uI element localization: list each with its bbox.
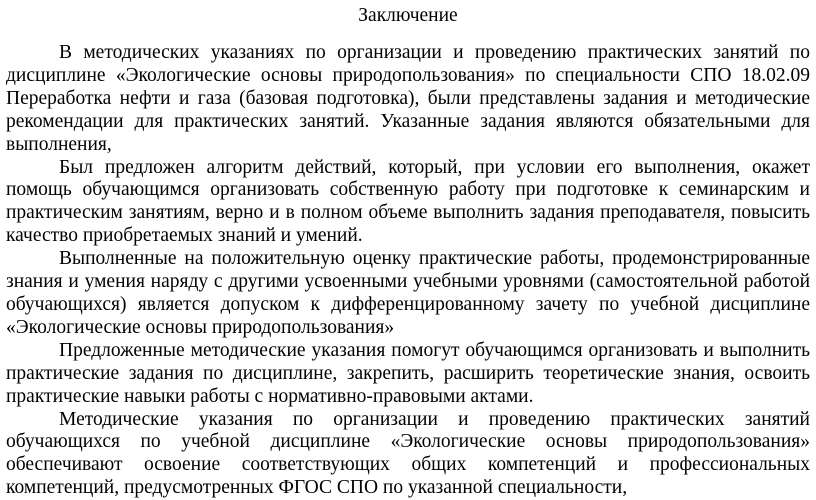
document-page bbox=[6, 0, 810, 500]
document-title: Заключение bbox=[6, 4, 810, 28]
paragraph-4: Предложенные методические указания помогут обучающимся организовать и выполнить практические задания по дисциплине, закрепить, расширить теоретические знания, освоить практические навыки работы с нормативно-правовыми актами. bbox=[6, 340, 810, 409]
paragraph-1: В методических указаниях по организации и проведению практических занятий по дисциплине «Экологические основы природопользования» по специальности СПО 18.02.09 Переработка нефти и газа (базовая подготовка), были представлены задания и методические рекомендации для практических занятий. Указанные задания являются обязательными для выполнения, bbox=[6, 42, 810, 157]
paragraph-5: Методические указания по организации и проведению практических занятий обучающихся по учебной дисциплине «Экологические основы природопользования» обеспечивают освоение соответствующих общих компетенций и профессиональных компетенций, предусмотренных ФГОС СПО по указанной специальности, bbox=[6, 409, 810, 500]
paragraph-3: Выполненные на положительную оценку практические работы, продемонстрированные знания и умения наряду с другими усвоенными учебными уровнями (самостоятельной работой обучающихся) является допуском к дифференцированному зачету по учебной дисциплине «Экологические основы природопользования» bbox=[6, 248, 810, 340]
paragraph-2: Был предложен алгоритм действий, который, при условии его выполнения, окажет помощь обучающимся организовать собственную работу при подготовке к семинарским и практическим занятиям, верно и в полном объеме выполнить задания преподавателя, повысить качество приобретаемых знаний и умений. bbox=[6, 157, 810, 249]
